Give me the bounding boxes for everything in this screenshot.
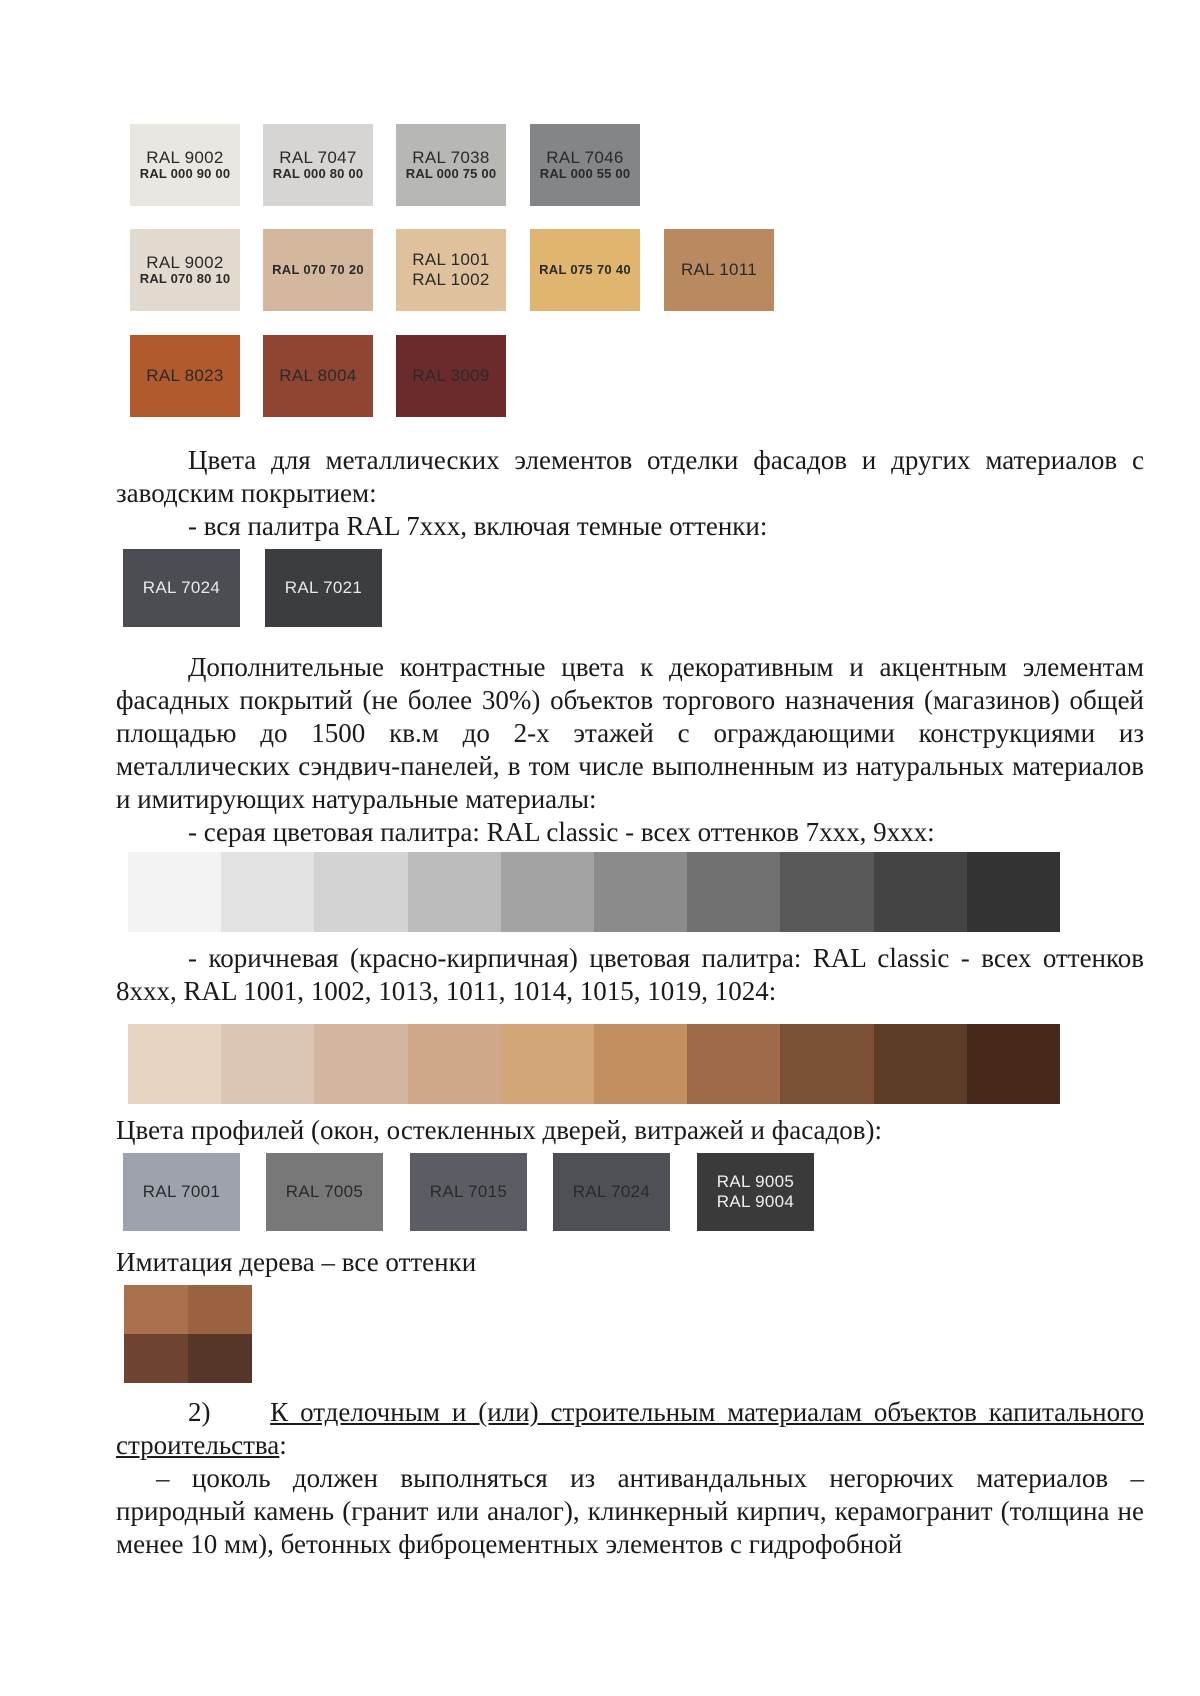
wood-imitation-heading: Имитация дерева – все оттенки	[116, 1247, 477, 1277]
swatch-label: RAL 9002	[146, 252, 224, 272]
palette-cell	[408, 1024, 501, 1104]
profile-swatch	[553, 1153, 670, 1231]
swatch-label: RAL 075 70 40	[539, 261, 631, 277]
ral-row3-swatch	[130, 335, 240, 417]
swatch-sublabel: RAL 000 75 00	[405, 166, 497, 182]
swatch-sublabel: RAL 000 90 00	[139, 166, 231, 182]
palette-cell	[221, 1024, 314, 1104]
swatch-label: RAL 3009	[412, 366, 490, 386]
metal-palette-line: - вся палитра RAL 7xxx, включая темные оттенки:	[188, 511, 768, 541]
ral-row1-swatch	[263, 124, 373, 206]
palette-cell	[408, 852, 501, 932]
paragraph-plinth: – цоколь должен выполняться из антивандальных негорючих материалов – природный камень (гранит или аналог), клинкерный кирпич, керамогранит (толщина не менее 10 мм), бетонных фиброцементных элементов с гидрофобной	[116, 1463, 1144, 1559]
swatch-label: RAL 9002	[146, 147, 224, 167]
swatch-label: RAL 7001	[142, 1182, 221, 1202]
ral-row2-swatch	[664, 229, 774, 311]
section-number: 2)	[188, 1397, 211, 1427]
palette-cell	[594, 1024, 687, 1104]
swatch-label: RAL 1001	[412, 250, 490, 270]
paragraph-brown-palette: - коричневая (красно-кирпичная) цветовая палитра: RAL classic - всех оттенков 8xxx, RAL 1001, 1002, 1013, 1011, 1014, 1015, 1019, 1024:	[116, 943, 1144, 1006]
swatch-label: RAL 1011	[680, 260, 758, 280]
metal-dark-swatch	[265, 549, 382, 627]
profile-swatch	[266, 1153, 383, 1231]
palette-cell	[967, 852, 1060, 932]
paragraph-contrast-colors: Дополнительные контрастные цвета к декоративным и акцентным элементам фасадных покрытий (не более 30%) объектов торгового назначения (магазинов) общей площадью до 1500 кв.м до 2-х этажей с ограждающими конструкциями из металлических сэндвич-панелей, в том числе выполненным из натуральных материалов и имитирующих натуральные материалы:	[116, 652, 1144, 814]
swatch-sublabel: RAL 000 80 00	[272, 166, 364, 182]
ral-row2-swatch	[530, 229, 640, 311]
profile-swatch	[697, 1153, 814, 1231]
swatch-sublabel: RAL 000 55 00	[539, 166, 631, 182]
wood-tile	[188, 1285, 252, 1334]
section-title: К отделочным и (или) строительным материалам объектов капитального строительства	[116, 1397, 1144, 1460]
swatch-label: RAL 7047	[279, 147, 357, 167]
swatch-label: RAL 7024	[142, 578, 221, 598]
palette-cell	[501, 852, 594, 932]
palette-cell	[874, 1024, 967, 1104]
palette-cell	[314, 1024, 407, 1104]
gray-palette-strip	[128, 852, 1060, 932]
swatch-label: RAL 7021	[284, 578, 363, 598]
palette-cell	[221, 852, 314, 932]
ral-row1-swatch	[396, 124, 506, 206]
palette-cell	[128, 1024, 221, 1104]
ral-row1-swatch	[130, 124, 240, 206]
profiles-colors-heading: Цвета профилей (окон, остекленных дверей, витражей и фасадов):	[116, 1115, 882, 1145]
palette-cell	[874, 852, 967, 932]
ral-row2-swatch	[263, 229, 373, 311]
section-2-heading	[116, 1396, 1144, 1462]
ral-row3-swatch	[396, 335, 506, 417]
swatch-sublabel: RAL 9004	[716, 1192, 795, 1211]
palette-cell	[501, 1024, 594, 1104]
palette-cell	[314, 852, 407, 932]
ral-row3-swatch	[263, 335, 373, 417]
wood-tile	[124, 1285, 188, 1334]
ral-row2-swatch	[130, 229, 240, 311]
palette-cell	[780, 852, 873, 932]
wood-imitation-swatch	[124, 1285, 252, 1383]
wood-tile	[188, 1334, 252, 1383]
swatch-label: RAL 7015	[429, 1182, 508, 1202]
swatch-label: RAL 7024	[572, 1182, 651, 1202]
swatch-label: RAL 9005	[716, 1172, 795, 1192]
metal-dark-swatch	[123, 549, 240, 627]
wood-tile	[124, 1334, 188, 1383]
swatch-label: RAL 7038	[412, 147, 490, 167]
section-colon: :	[279, 1430, 287, 1460]
palette-cell	[687, 1024, 780, 1104]
palette-cell	[128, 852, 221, 932]
swatch-label: RAL 070 70 20	[272, 261, 364, 277]
palette-cell	[967, 1024, 1060, 1104]
swatch-label: RAL 7046	[546, 147, 624, 167]
palette-cell	[687, 852, 780, 932]
ral-row2-swatch	[396, 229, 506, 311]
paragraph-metal-colors: Цвета для металлических элементов отделки фасадов и других материалов с заводским покрытием:	[116, 445, 1144, 508]
swatch-label: RAL 8004	[279, 366, 357, 386]
palette-cell	[594, 852, 687, 932]
gray-palette-line: - серая цветовая палитра: RAL classic - всех оттенков 7xxx, 9xxx:	[188, 817, 935, 847]
swatch-sublabel: RAL 1002	[412, 270, 490, 289]
swatch-label: RAL 8023	[146, 366, 224, 386]
brown-palette-strip	[128, 1024, 1060, 1104]
ral-row1-swatch	[530, 124, 640, 206]
palette-cell	[780, 1024, 873, 1104]
profile-swatch	[410, 1153, 527, 1231]
swatch-label: RAL 7005	[285, 1182, 364, 1202]
swatch-sublabel: RAL 070 80 10	[139, 271, 231, 287]
profile-swatch	[123, 1153, 240, 1231]
